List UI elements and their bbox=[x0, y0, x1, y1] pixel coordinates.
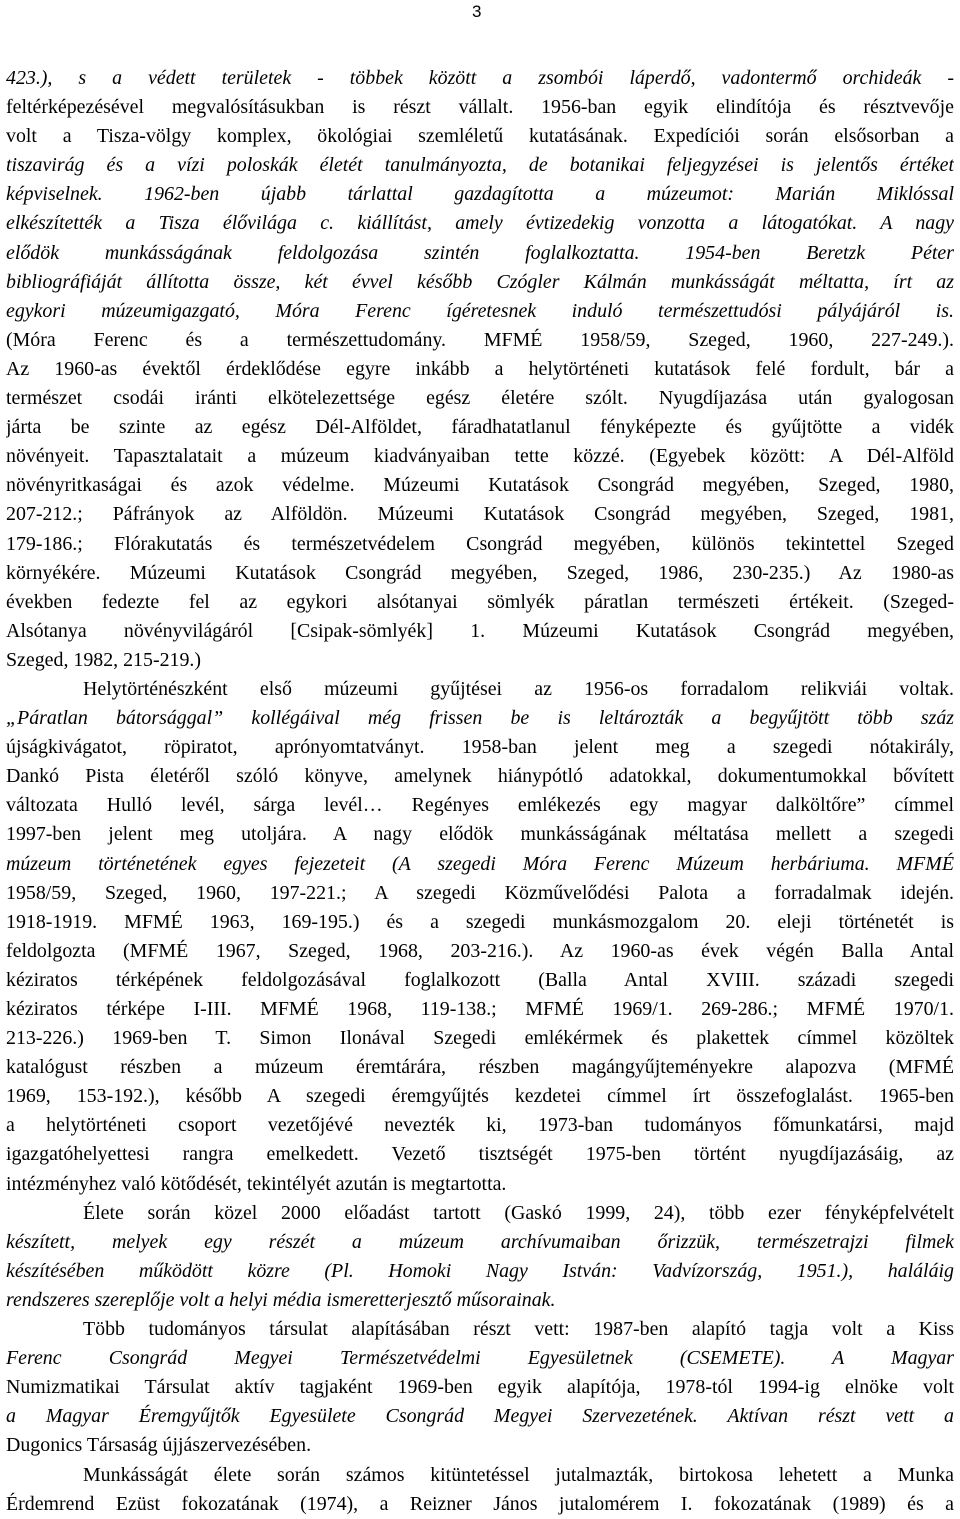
text-line: múzeum történetének egyes fejezeteit (A szegedi Móra Ferenc Múzeum herbáriuma. MFMÉ bbox=[6, 852, 954, 875]
text-line: (Móra Ferenc és a természettudomány. MFMÉ 1958/59, Szeged, 1960, 227-249.). bbox=[6, 328, 954, 351]
text-line: 423.), s a védett területek - többek között a zsombói láperdő, vadontermő orchideák - bbox=[6, 67, 954, 89]
text-line: 1958/59, Szeged, 1960, 197-221.; A szegedi Közművelődési Palota a forradalmak idején. bbox=[6, 881, 954, 904]
text-line: Az 1960-as évektől érdeklődése egyre inkább a helytörténeti kutatások felé fordult, bár a bbox=[6, 357, 954, 380]
text-line: újságkivágatot, röpiratot, aprónyomtatványt. 1958-ban jelent meg a szegedi nótakirály, bbox=[6, 736, 954, 759]
text-line: Több tudományos társulat alapításában részt vett: 1987-ben alapító tagja volt a Kiss bbox=[83, 1318, 954, 1341]
text-line: változata Hulló levél, sárga levél… Regényes emlékezés egy magyar dalköltőre” címmel bbox=[6, 794, 954, 817]
text-line: 1997-ben jelent meg utoljára. A nagy elődök munkásságának méltatása mellett a szegedi bbox=[6, 823, 954, 846]
text-line: katalógust részben a múzeum éremtárára, részben magángyűjteményekre alapozva (MFMÉ bbox=[6, 1056, 954, 1079]
text-line: természet csodái iránti elkötelezettsége egész életére szólt. Nyugdíjazása után gyalogosan bbox=[6, 387, 954, 410]
text-line: években fedezte fel az egykori alsótanyai sömlyék páratlan természeti értékeit. (Szeged- bbox=[6, 590, 954, 613]
text-line: Numizmatikai Társulat aktív tagjaként 1969-ben egyik alapítója, 1978-tól 1994-ig elnöke volt bbox=[6, 1376, 954, 1399]
text-line: Ferenc Csongrád Megyei Természetvédelmi Egyesületnek (CSEMETE). A Magyar bbox=[6, 1347, 954, 1370]
text-line: feldolgozta (MFMÉ 1967, Szeged, 1968, 203-216.). Az 1960-as évek végén Balla Antal bbox=[6, 939, 954, 962]
text-line: növényeit. Tapasztalatait a múzeum kiadványaiban tette közzé. (Egyebek között: A Dél-Alföld bbox=[6, 445, 954, 468]
text-line: képviselnek. 1962-ben újabb tárlattal gazdagította a múzeumot: Marián Miklóssal bbox=[6, 183, 954, 206]
text-line: járta be szinte az egész Dél-Alföldet, fáradhatatlanul fényképezte és gyűjtötte a vidék bbox=[6, 416, 954, 439]
text-line: környékére. Múzeumi Kutatások Csongrád megyében, Szeged, 1986, 230-235.) Az 1980-as bbox=[6, 561, 954, 584]
text-line: készített, melyek egy részét a múzeum archívumaiban őrizzük, természetrajzi filmek bbox=[6, 1230, 954, 1253]
text-line: tiszavirág és a vízi poloskák életét tanulmányozta, de botanikai feljegyzései is jelentős értéket bbox=[6, 154, 954, 177]
text-line: kéziratos térképe I-III. MFMÉ 1968, 119-138.; MFMÉ 1969/1. 269-286.; MFMÉ 1970/1. bbox=[6, 998, 954, 1020]
text-line: Munkásságát élete során számos kitüntetéssel jutalmazták, birtokosa lehetett a Munka bbox=[83, 1463, 954, 1486]
text-line: intézményhez való kötődését, tekintélyét azután is megtartotta. bbox=[6, 1172, 507, 1195]
page-number: 3 bbox=[472, 2, 482, 21]
text-line: a Magyar Éremgyűjtők Egyesülete Csongrád Megyei Szervezetének. Aktívan részt vett a bbox=[6, 1405, 954, 1428]
text-line: Helytörténészként első múzeumi gyűjtései az 1956-os forradalom relikviái voltak. bbox=[83, 677, 954, 700]
text-line: kéziratos térképének feldolgozásával foglalkozott (Balla Antal XVIII. századi szegedi bbox=[6, 968, 954, 991]
text-line: 1969, 153-192.), később A szegedi éremgyűjtés kezdetei címmel írt összefoglalást. 1965-ben bbox=[6, 1085, 954, 1108]
text-line: készítésében működött közre (Pl. Homoki Nagy István: Vadvízország, 1951.), haláláig bbox=[6, 1259, 954, 1282]
text-line: 1918-1919. MFMÉ 1963, 169-195.) és a szegedi munkásmozgalom 20. eleji történetét is bbox=[6, 910, 954, 933]
page-header bbox=[0, 0, 960, 24]
text-line: Szeged, 1982, 215-219.) bbox=[6, 648, 202, 671]
text-line: „Páratlan bátorsággal” kollégáival még frissen be is leltározták a begyűjtött több száz bbox=[6, 707, 954, 730]
text-line: bibliográfiáját állította össze, két évvel később Czógler Kálmán munkásságát méltatta, írt az bbox=[6, 270, 954, 293]
text-line: rendszeres szereplője volt a helyi média ismeretterjesztő műsorainak. bbox=[6, 1288, 556, 1311]
text-line: 207-212.; Páfrányok az Alföldön. Múzeumi Kutatások Csongrád megyében, Szeged, 1981, bbox=[6, 503, 954, 526]
text-line: Dugonics Társaság újjászervezésében. bbox=[6, 1434, 312, 1457]
text-line: volt a Tisza-völgy komplex, ökológiai szemléletű kutatásának. Expedíciói során elsősorban a bbox=[6, 125, 954, 148]
text-line: Érdemrend Ezüst fokozatának (1974), a Reizner János jutalomérem I. fokozatának (1989) és a bbox=[6, 1492, 954, 1515]
text-line: feltérképezésével megvalósításukban is részt vállalt. 1956-ban egyik elindítója és résztvevője bbox=[6, 96, 954, 119]
text-line: növényritkaságai és azok védelme. Múzeumi Kutatások Csongrád megyében, Szeged, 1980, bbox=[6, 474, 954, 497]
text-line: egykori múzeumigazgató, Móra Ferenc ígéretesnek induló természettudósi pályájáról is. bbox=[6, 299, 954, 322]
text-line: 213-226.) 1969-ben T. Simon Ilonával Szegedi emlékérmek és plakettek címmel közöltek bbox=[6, 1027, 954, 1050]
text-line: elkészítették a Tisza élővilága c. kiállítást, amely évtizedekig vonzotta a látogatókat. A nagy bbox=[6, 212, 954, 235]
text-line: 179-186.; Flórakutatás és természetvédelem Csongrád megyében, különös tekintettel Szeged bbox=[6, 532, 954, 555]
text-line: Dankó Pista életéről szóló könyve, amelynek hiánypótló adatokkal, dokumentumokkal bővített bbox=[6, 765, 954, 788]
text-line: elődök munkásságának feldolgozása szintén foglalkoztatta. 1954-ben Beretzk Péter bbox=[6, 241, 954, 264]
text-line: igazgatóhelyettesi rangra emelkedett. Vezető tisztségét 1975-ben történt nyugdíjazásáig, az bbox=[6, 1143, 954, 1166]
body-text bbox=[6, 64, 954, 1519]
text-line: Élete során közel 2000 előadást tartott (Gaskó 1999, 24), több ezer fényképfelvételt bbox=[83, 1201, 954, 1224]
text-line: Alsótanya növényvilágáról [Csipak-sömlyék] 1. Múzeumi Kutatások Csongrád megyében, bbox=[6, 619, 954, 642]
text-line: a helytörténeti csoport vezetőjévé nevezték ki, 1973-ban tudományos főmunkatársi, majd bbox=[6, 1114, 954, 1137]
